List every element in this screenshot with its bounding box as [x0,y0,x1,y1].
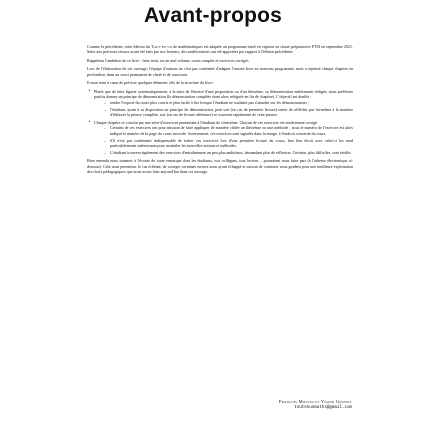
sub-list-item: – l'étudiant, ayant à sa disposition un principe de démonstration, peut soit (en cas de première lecture) tenter de réfléchir par lui-même à la manière d'élaborer la preuve complète, soit (en cas de lecture ultérieure) se souvenir rapidement de cette preuve. [94,107,353,118]
list-item [87,89,353,118]
signature [279,399,352,411]
list-item-text: • Plutôt que de faire figurer systématiquement, à la suite de l'énoncé d'une proposition ou d'un théorème, sa démonstration entièrement rédigée, nous préférons parfois donner un principe de démonstration (la démonstration complète étant alors reléguée en fin de chapitre). L'objectif est double : [94,88,353,100]
structure-list [87,89,353,156]
sub-list-item: – Certains de ces exercices ont pour mission de faire appliquer de manière ciblée un théorème ou une méthode ; nous le numéro de l'exercice est alors indiqué le numéro de la page du cours associée. Inversement, ces exercices sont signalés dans la marge, à l'endroit concerné du cours. [94,125,353,136]
sub-list [94,100,353,118]
intro-paragraph-2: Rappelons l'ambition de ce livre : faire tenir, en un seul volume, cours complet et exercices corrigés. [87,57,250,63]
sub-list-item: – rendre l'exposé du cours plus concis et plus facile à lire lorsque l'étudiant ne souhaite pas s'attarder sur les démonstrations ; [94,100,353,105]
list-item [87,120,353,156]
intro-paragraph-1-start: Comme la précédente, cette édition du [87,44,151,49]
intro-paragraph-4: Il nous tient à cœur de préciser quelques éléments clés de la structure du livre : [87,80,215,86]
body-text [87,44,353,177]
intro-paragraph-1-end: de mathématiques est adaptée au programme entré en vigueur en classe préparatoire PTSI en septembre 2021. Suite aux précieux retours ayant été faits par nos lecteurs, des améliorations ont été apportées par rapport à l'édition précédente. [87,44,353,55]
intro-paragraph-3: Lors de l'élaboration de cet ouvrage, l'équipe d'auteurs ne s'est pas contentée d'adapter l'ancien livre au nouveau programme, mais a repensé chaque chapitre en profondeur, dans un souci permanent de clarté et de concision. [87,66,353,77]
intro-paragraph-1 [87,44,353,55]
closing-paragraph: Bien entendu nous sommes à l'écoute de toute remarque dont les étudiants, nos collègues, tout lecteur… pourraient nous faire part (à l'adresse électronique ci-dessous). Cela nous permettra, le cas échéant, de corriger certaines erreurs nous ayant échappé et surtout de contacter nous guidera pour une meilleure exploitation des choix pédagogiques que nous avons faits aujourd'hui dans cet ouvrage. [87,158,353,174]
sub-list-item: – L'étudiant trouvera également des exercices d'entraînement un peu plus ambitieux, demandant plus de réflexion. Certains, plus difficiles, sont étoilés. [94,150,353,155]
list-item-text: • Chaque chapitre se conclut par une série d'exercices permettant à l'étudiant de s'entraîner. Chacun de ces exercices est entièrement corrigé. [94,119,319,125]
sub-list [94,125,353,155]
author-names: François Moulin et Yoann Gentric [279,399,352,404]
page-title: Avant-propos [143,4,283,27]
series-name: Tout-en-un [150,44,173,49]
sub-list-item: – S'il n'est pas totalement indispensable de traiter ces exercices lors d'une première lecture du cours, leur lien étroit avec celui-ci les rend particulièrement intéressants pour assimiler les nouvelles notions et méthodes. [94,138,353,149]
contact-email: toutenunmaths@gmail.com [294,406,352,410]
